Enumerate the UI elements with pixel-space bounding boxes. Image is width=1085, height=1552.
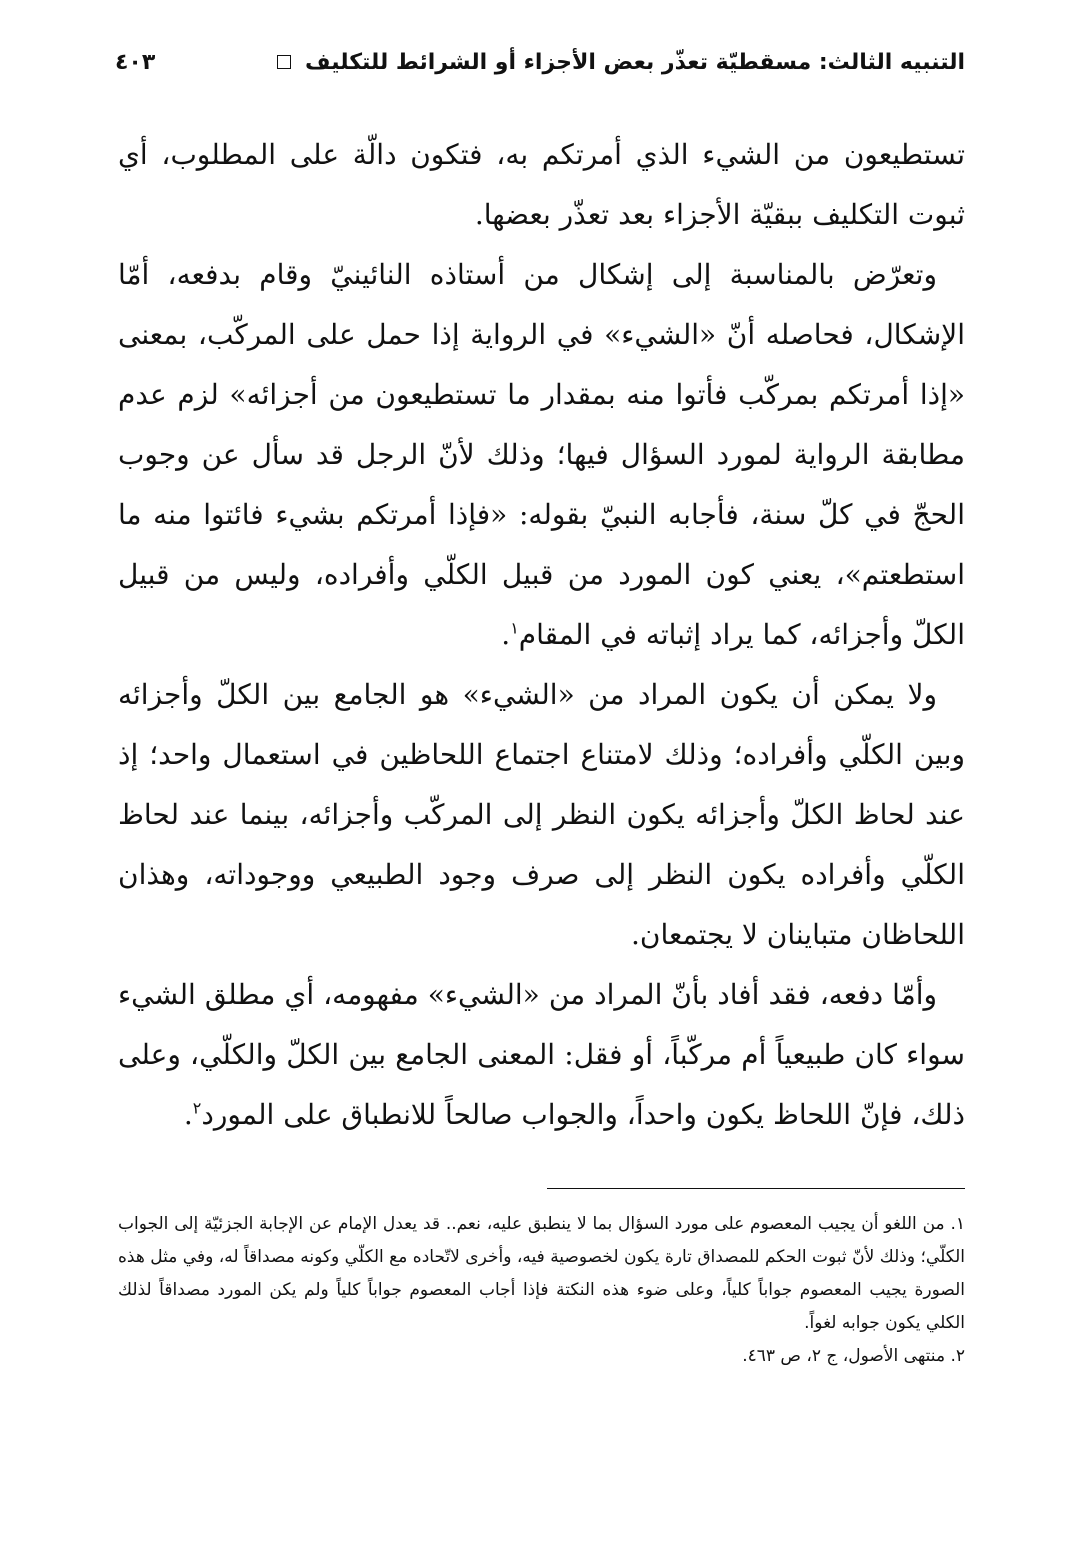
footnote-divider [547,1188,965,1189]
page-number: ٤٠٣ [115,49,156,75]
running-title: التنبيه الثالث: مسقطيّة تعذّر بعض الأجزاء أو الشرائط للتكليف [305,49,965,75]
paragraph-1: تستطيعون من الشيء الذي أمرتكم به، فتكون دالّة على المطلوب، أي ثبوت التكليف ببقيّة الأجزاء بعد تعذّر بعضها. [118,138,965,231]
header-title-group [277,50,965,75]
footnote-1: ١. من اللغو أن يجيب المعصوم على مورد السؤال بما لا ينطبق عليه، نعم.. قد يعدل الإمام عن الإجابة الجزئيّة إلى الجواب الكلّي؛ وذلك لأنّ ثبوت الحكم للمصداق تارة يكون لخصوصية فيه، وأخرى لاتّحاده مع الكلّي وكونه مصداقاً له، وفي مثل هذه الصورة يجيب المعصوم جواباً كلياً، وعلى ضوء هذه النكتة فإذا أجاب المعصوم جواباً كلياً ولم يكن المورد مصداقاً لذلك الكلي يكون جوابه لغواً. [118,1214,965,1333]
main-text [118,125,965,1145]
paragraph-4: وأمّا دفعه، فقد أفاد بأنّ المراد من «الشيء» مفهومه، أي مطلق الشيء سواء كان طبيعياً أم مركّباً، أو فقل: المعنى الجامع بين الكلّ والكلّي، وعلى ذلك، فإنّ اللحاظ يكون واحداً، والجواب صالحاً للانطباق على المورد$^٢$. [118,978,965,1131]
footnotes [118,1208,965,1373]
footnote-ref-1[interactable]: ١ [510,618,519,638]
footnote-ref-2[interactable]: ٢ [192,1098,202,1118]
square-separator-icon [277,55,291,69]
page-header [115,42,965,82]
paragraph-3: ولا يمكن أن يكون المراد من «الشيء» هو الجامع بين الكلّ وأجزائه وبين الكلّي وأفراده؛ وذلك لامتناع اجتماع اللحاظين في استعمال واحد؛ إذ عند لحاظ الكلّ وأجزائه يكون النظر إلى المركّب وأجزائه، بينما عند لحاظ الكلّي وأفراده يكون النظر إلى صرف وجود الطبيعي ووجوداته، وهذان اللحاظان متباينان لا يجتمعان. [118,678,965,951]
paragraph-2: وتعرّض بالمناسبة إلى إشكال من أستاذه النائينيّ وقام بدفعه، أمّا الإشكال، فحاصله أنّ «الشيء» في الرواية إذا حمل على المركّب، بمعنى «إذا أمرتكم بمركّب فأتوا منه بمقدار ما تستطيعون من أجزائه» لزم عدم مطابقة الرواية لمورد السؤال فيها؛ وذلك لأنّ الرجل قد سأل عن وجوب الحجّ في كلّ سنة، فأجابه النبيّ بقوله: «فإذا أمرتكم بشيء فائتوا منه ما استطعتم»، يعني كون المورد من قبيل الكلّي وأفراده، وليس من قبيل الكلّ وأجزائه، كما يراد إثباته في المقام$^١$. [118,258,966,651]
footnote-2: ٢. منتهى الأصول، ج ٢، ص ٤٦٣. [742,1346,965,1366]
